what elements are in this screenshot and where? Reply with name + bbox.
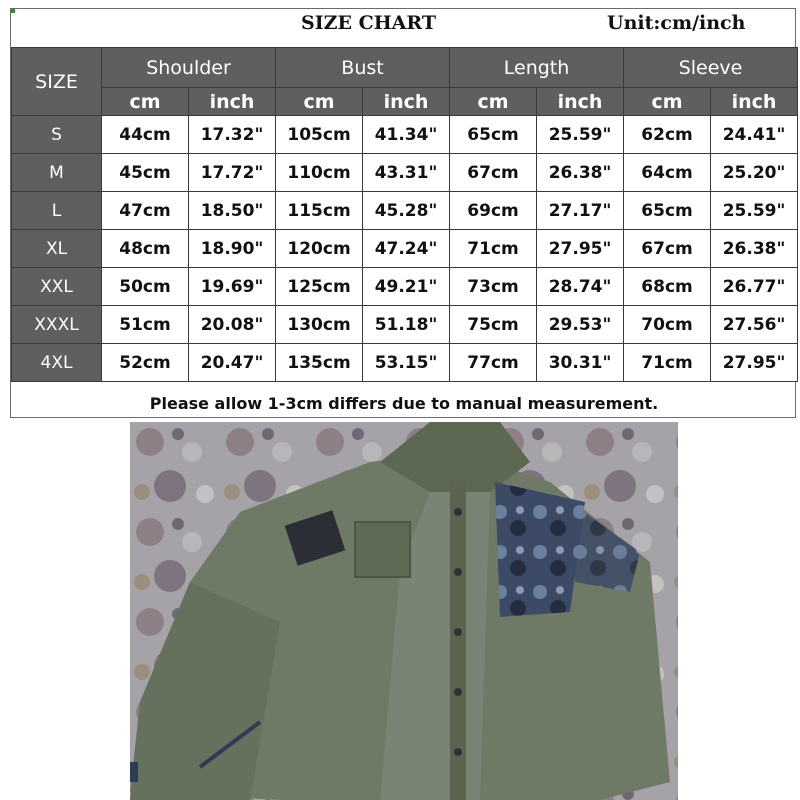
measurement-cell: 18.50" xyxy=(189,192,276,230)
size-row xyxy=(12,306,798,344)
measurement-cell: 52cm xyxy=(102,344,189,382)
measurement-cell: 71cm xyxy=(624,344,711,382)
group-header-shoulder: Shoulder xyxy=(102,48,276,88)
measurement-cell: 64cm xyxy=(624,154,711,192)
measurement-cell: 19.69" xyxy=(189,268,276,306)
measurement-cell: 49.21" xyxy=(363,268,450,306)
unit-header: inch xyxy=(363,88,450,116)
measurement-cell: 26.38" xyxy=(537,154,624,192)
measurement-cell: 70cm xyxy=(624,306,711,344)
unit-header: cm xyxy=(624,88,711,116)
measurement-cell: 73cm xyxy=(450,268,537,306)
measurement-cell: 53.15" xyxy=(363,344,450,382)
measurement-cell: 51.18" xyxy=(363,306,450,344)
size-label: 4XL xyxy=(12,344,102,382)
size-rows xyxy=(12,116,798,382)
measurement-cell: 77cm xyxy=(450,344,537,382)
measurement-cell: 26.38" xyxy=(711,230,798,268)
chart-title-row xyxy=(11,9,795,47)
unit-header: cm xyxy=(450,88,537,116)
measurement-cell: 25.20" xyxy=(711,154,798,192)
size-label: S xyxy=(12,116,102,154)
size-label: XXL xyxy=(12,268,102,306)
measurement-cell: 27.56" xyxy=(711,306,798,344)
measurement-cell: 68cm xyxy=(624,268,711,306)
measurement-cell: 20.08" xyxy=(189,306,276,344)
measurement-cell: 43.31" xyxy=(363,154,450,192)
size-row xyxy=(12,344,798,382)
size-label: M xyxy=(12,154,102,192)
measurement-cell: 115cm xyxy=(276,192,363,230)
measurement-cell: 75cm xyxy=(450,306,537,344)
measurement-cell: 30.31" xyxy=(537,344,624,382)
measurement-cell: 47cm xyxy=(102,192,189,230)
size-label: XXXL xyxy=(12,306,102,344)
measurement-cell: 50cm xyxy=(102,268,189,306)
measurement-cell: 18.90" xyxy=(189,230,276,268)
size-label: XL xyxy=(12,230,102,268)
measurement-cell: 44cm xyxy=(102,116,189,154)
measurement-cell: 25.59" xyxy=(711,192,798,230)
size-row xyxy=(12,192,798,230)
measurement-cell: 24.41" xyxy=(711,116,798,154)
size-row xyxy=(12,230,798,268)
measurement-cell: 125cm xyxy=(276,268,363,306)
measurement-cell: 41.34" xyxy=(363,116,450,154)
size-label: L xyxy=(12,192,102,230)
unit-header: inch xyxy=(537,88,624,116)
measurement-cell: 29.53" xyxy=(537,306,624,344)
measurement-cell: 17.32" xyxy=(189,116,276,154)
unit-header: inch xyxy=(711,88,798,116)
measurement-cell: 67cm xyxy=(450,154,537,192)
measurement-cell: 62cm xyxy=(624,116,711,154)
measurement-cell: 25.59" xyxy=(537,116,624,154)
measurement-cell: 47.24" xyxy=(363,230,450,268)
measurement-cell: 130cm xyxy=(276,306,363,344)
measurement-cell: 65cm xyxy=(624,192,711,230)
measurement-cell: 45.28" xyxy=(363,192,450,230)
size-header: SIZE xyxy=(12,48,102,116)
unit-header: inch xyxy=(189,88,276,116)
unit-header: cm xyxy=(102,88,189,116)
measurement-cell: 45cm xyxy=(102,154,189,192)
measurement-note: Please allow 1-3cm differs due to manual measurement. xyxy=(149,394,659,413)
group-header-sleeve: Sleeve xyxy=(624,48,798,88)
measurement-cell: 69cm xyxy=(450,192,537,230)
measurement-cell: 48cm xyxy=(102,230,189,268)
measurement-cell: 20.47" xyxy=(189,344,276,382)
measurement-cell: 67cm xyxy=(624,230,711,268)
measurement-cell: 51cm xyxy=(102,306,189,344)
measurement-cell: 71cm xyxy=(450,230,537,268)
chart-title: SIZE CHART xyxy=(301,12,436,34)
measurement-cell: 26.77" xyxy=(711,268,798,306)
size-table xyxy=(11,47,798,382)
group-header-bust: Bust xyxy=(276,48,450,88)
measurement-cell: 135cm xyxy=(276,344,363,382)
size-row xyxy=(12,268,798,306)
measurement-cell: 65cm xyxy=(450,116,537,154)
measurement-cell: 105cm xyxy=(276,116,363,154)
measurement-cell: 27.17" xyxy=(537,192,624,230)
jacket-photo xyxy=(130,422,678,800)
measurement-cell: 28.74" xyxy=(537,268,624,306)
size-chart xyxy=(10,8,796,418)
size-row xyxy=(12,116,798,154)
unit-header: cm xyxy=(276,88,363,116)
measurement-cell: 27.95" xyxy=(711,344,798,382)
measurement-cell: 27.95" xyxy=(537,230,624,268)
chart-unit: Unit:cm/inch xyxy=(607,12,746,34)
size-row xyxy=(12,154,798,192)
measurement-cell: 120cm xyxy=(276,230,363,268)
jacket-illustration xyxy=(130,422,678,800)
measurement-cell: 17.72" xyxy=(189,154,276,192)
measurement-cell: 110cm xyxy=(276,154,363,192)
group-header-length: Length xyxy=(450,48,624,88)
